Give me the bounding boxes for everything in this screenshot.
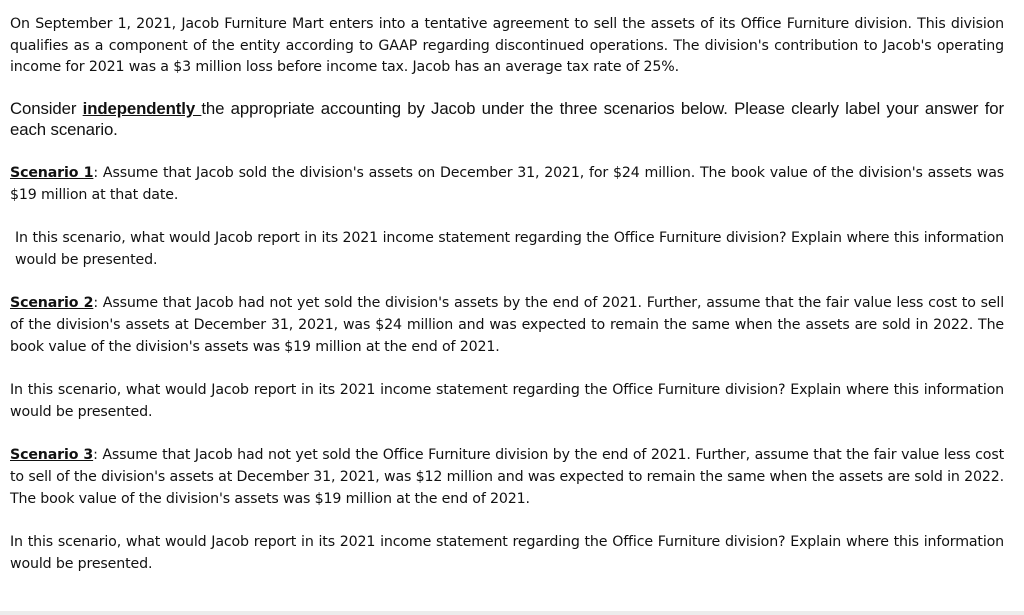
- scenario-3-text: : Assume that Jacob had not yet sold the Office Furniture division by the end of 2021. Further, assume that the fair value less cost to sell of the division's assets at December 31, 2021, was $12 million and was expected to remain the same when the assets are sold in 2022. The book value of the division's assets was $19 million at the end of 2021.: [10, 447, 1004, 507]
- scenario-2-paragraph: [10, 293, 1004, 358]
- bottom-divider: [0, 611, 1024, 615]
- instruction-paragraph: [10, 98, 1004, 141]
- instruction-emphasis: independently: [82, 98, 202, 118]
- scenario-2-label: Scenario 2: [10, 295, 94, 312]
- scenario-3-question: In this scenario, what would Jacob report in its 2021 income statement regarding the Office Furniture division? Explain where this information would be presented.: [10, 534, 1004, 572]
- scenario-1-text: : Assume that Jacob sold the division's assets on December 31, 2021, for $24 million. The book value of the division's assets was $19 million at that date.: [10, 164, 1004, 203]
- instruction-suffix: the appropriate accounting by Jacob under the three scenarios below. Please clearly label your answer for each scenario.: [10, 98, 1004, 140]
- intro-paragraph: On September 1, 2021, Jacob Furniture Mart enters into a tentative agreement to sell the assets of its Office Furniture division. This division qualifies as a component of the entity according to GAAP regarding discontinued operations. The division's contribution to Jacob's operating income for 2021 was a $3 million loss before income tax. Jacob has an average tax rate of 25%.: [10, 16, 1004, 76]
- scenario-3-paragraph: [10, 445, 1004, 510]
- scenario-1-label: Scenario 1: [10, 164, 94, 181]
- document-body: [10, 14, 1004, 597]
- scenario-2-question: In this scenario, what would Jacob report in its 2021 income statement regarding the Office Furniture division? Explain where this information would be presented.: [10, 382, 1004, 420]
- scenario-1-question: In this scenario, what would Jacob report in its 2021 income statement regarding the Office Furniture division? Explain where this information would be presented.: [15, 230, 1004, 268]
- scenario-1-paragraph: [10, 163, 1004, 206]
- scenario-2-text: : Assume that Jacob had not yet sold the division's assets by the end of 2021. Further, assume that the fair value less cost to sell of the division's assets at December 31, 2021, was $24 million and was expected to remain the same when the assets are sold in 2022. The book value of the division's assets was $19 million at the end of 2021.: [10, 295, 1004, 355]
- instruction-prefix: Consider: [10, 98, 83, 118]
- scenario-3-label: Scenario 3: [10, 447, 94, 464]
